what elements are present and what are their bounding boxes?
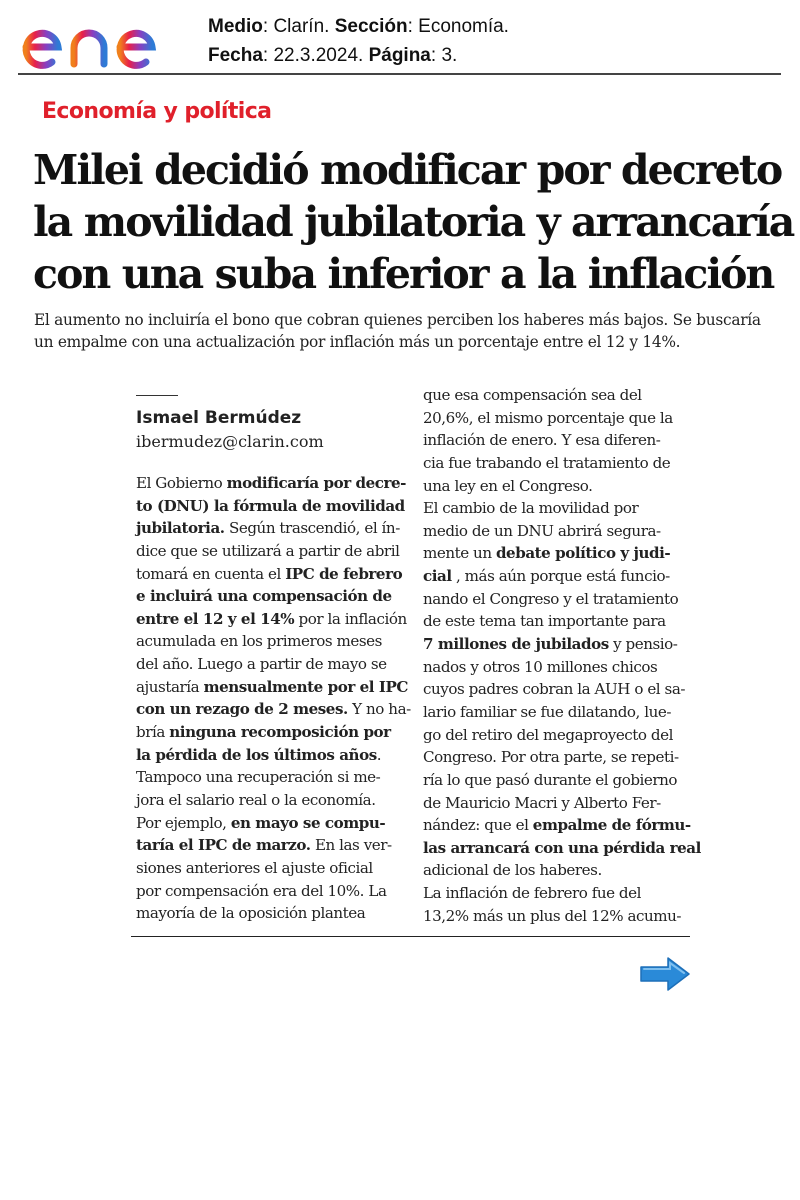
arrow-right-icon[interactable] [638,955,692,993]
text-run: Según trascendió, el ín- [224,519,400,538]
text-run: una ley en el Congreso. [423,476,593,495]
bold-run: ninguna recomposición por [169,723,391,742]
text-run: 13,2% más un plus del 12% acumu- [423,906,682,925]
body-line [423,633,693,656]
bold-run: taría el IPC de marzo. [136,836,311,855]
body-paragraph [423,497,701,882]
text-run: nando el Congreso y el tratamiento [423,589,679,608]
author-email[interactable]: ibermudez@clarin.com [136,432,324,451]
bold-run: e incluirá una compensación de [136,587,392,606]
body-line [423,701,693,724]
header-divider [18,73,781,75]
text-run: go del retiro del megaproyecto del [423,725,673,744]
text-run: mayoría de la oposición plantea [136,904,366,923]
body-line [423,724,693,747]
body-line [423,542,693,565]
headline-line: la movilidad jubilatoria y arrancaría [33,198,794,246]
bold-run: en mayo se compu- [230,813,386,832]
body-line [423,746,693,769]
bold-run: con un rezago de 2 meses. [136,700,348,719]
text-run: que esa compensación sea del [423,386,642,404]
article-end-divider [131,936,690,937]
bold-run: cial [423,567,452,586]
body-line [423,678,693,701]
text-run: de este tema tan importante para [423,612,666,631]
text-run: mente un [423,544,496,563]
text-run: siones anteriores el ajuste oficial [136,858,373,877]
seccion-value: Economía. [418,16,509,37]
body-line [136,744,402,767]
bold-run: to (DNU) la fórmula de movilidad [136,496,405,515]
text-run: , más aún porque está funcio- [451,567,670,586]
body-line [423,656,693,679]
lede [34,309,764,353]
text-run: 20,6%, el mismo porcentaje que la [423,408,673,427]
body-line [423,520,693,543]
body-line [136,789,402,812]
text-run: dice que se utilizará a partir de abril [136,541,400,560]
text-run: del año. Luego a partir de mayo se [136,655,387,674]
byline-divider [136,395,178,396]
section-label: Economía y política [42,99,272,124]
body-line [423,859,693,882]
bold-run: IPC de febrero [285,564,403,583]
body-paragraph [423,882,693,927]
text-run: por compensación era del 10%. La [136,881,387,900]
body-line [136,517,402,540]
body-line [136,585,402,608]
body-column-right [423,384,701,927]
text-run: ajustaría [136,677,204,696]
body-line [136,834,402,857]
body-line [136,676,408,699]
text-run: cia fue trabando el tratamiento de [423,453,671,472]
body-line [136,698,411,721]
bold-run: jubilatoria. [136,519,225,538]
bold-run: empalme de fórmu- [532,816,691,835]
pagina-value: 3. [441,45,458,66]
body-line [423,837,701,860]
headline-line: Milei decidió modificar por decreto [33,146,782,194]
bold-run: entre el 12 y el 14% [136,609,295,628]
text-run: Congreso. Por otra parte, se repeti- [423,748,679,767]
text-run: El cambio de la movilidad por [423,499,639,518]
headline-line: con una suba inferior a la inflación [33,250,774,298]
body-paragraph [136,472,411,812]
enel-logo [18,6,190,72]
body-column-left [136,472,411,925]
text-run: cuyos padres cobran la AUH o el sa- [423,680,686,699]
body-line [423,452,693,475]
text-run: inflación de enero. Y esa diferen- [423,431,661,450]
body-line [423,610,693,633]
body-line [136,812,402,835]
text-run: por la inflación [294,609,407,628]
text-run: y pensio- [608,635,678,654]
text-run: jora el salario real o la economía. [136,790,376,809]
body-line [423,497,693,520]
body-line [136,540,402,563]
body-line [423,429,693,452]
press-meta: Medio: Clarín. Sección: Economía. Fecha: 22.3.2024. Página: 3. [208,16,509,66]
bold-run: debate político y judi- [495,544,671,563]
fecha-label: Fecha [208,45,263,66]
seccion-label: Sección [334,16,408,37]
body-line [136,653,402,676]
body-line [423,475,693,498]
body-line [423,384,693,407]
pagina-label: Página [368,45,431,66]
text-run: La inflación de febrero fue del [423,884,641,903]
lede-line: un empalme con una actualización por inflación más un porcentaje entre el 12 y 14%. [34,333,681,351]
bold-run: la pérdida de los últimos años [136,745,377,764]
text-run: nández: que el [423,816,533,835]
body-line [136,880,402,903]
body-line [136,902,402,925]
body-line [136,766,402,789]
body-line [136,563,402,586]
text-run: Por ejemplo, [136,813,231,832]
headline [33,144,793,300]
body-line [423,814,693,837]
text-run: de Mauricio Macri y Alberto Fer- [423,793,661,812]
text-run: lario familiar se fue dilatando, lue- [423,702,672,721]
text-run: adicional de los haberes. [423,861,602,880]
body-paragraph [423,384,693,497]
text-run: . [376,745,382,764]
text-run: tomará en cuenta el [136,564,286,583]
text-run: medio de un DNU abrirá segura- [423,521,661,540]
bold-run: mensualmente por el IPC [203,677,408,696]
text-run: acumulada en los primeros meses [136,632,382,651]
medio-label: Medio [208,16,263,37]
body-line [423,882,693,905]
text-run: bría [136,723,170,742]
body-line [423,769,693,792]
body-line [423,588,693,611]
body-line [136,608,407,631]
bold-run: las arrancará con una pérdida real [423,838,701,857]
text-run: El Gobierno [136,474,227,492]
body-line [136,630,402,653]
body-line [423,792,693,815]
bold-run: modificaría por decre- [226,474,406,492]
bold-run: 7 millones de jubilados [423,635,609,654]
body-line [136,472,406,495]
lede-line: El aumento no incluiría el bono que cobran quienes perciben los haberes más bajos. Se buscaría [34,311,761,329]
text-run: ría lo que pasó durante el gobierno [423,770,678,789]
body-line [136,721,402,744]
text-run: Tampoco una recuperación si me- [136,768,381,787]
author-name: Ismael Bermúdez [136,408,302,428]
body-line [136,857,402,880]
body-line [423,407,693,430]
body-line [136,495,405,518]
fecha-value: 22.3.2024. [273,45,364,66]
body-line [423,905,693,928]
medio-value: Clarín. [273,16,330,37]
body-paragraph [136,812,402,925]
text-run: nados y otros 10 millones chicos [423,657,658,676]
body-line [423,565,693,588]
text-run: En las ver- [310,836,392,855]
text-run: Y no ha- [347,700,411,719]
